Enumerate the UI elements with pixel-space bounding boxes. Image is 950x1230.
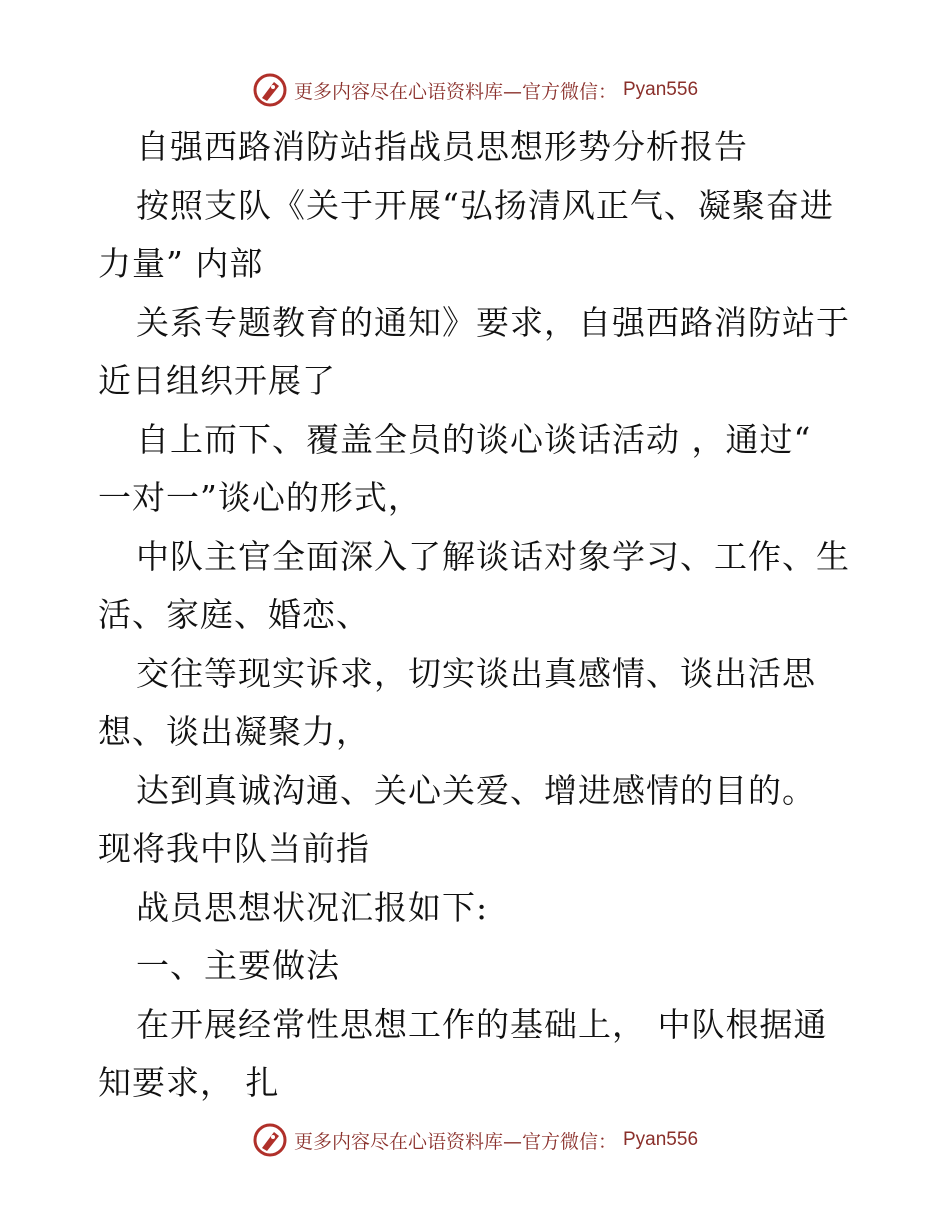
document-paragraph — [98, 586, 858, 645]
document-paragraph — [98, 294, 858, 353]
document-line: 想、谈出凝聚力， — [98, 712, 370, 751]
document-paragraph — [98, 411, 858, 470]
document-line: 中队主官全面深入了解谈话对象学习、工作、生 — [136, 536, 850, 576]
document-paragraph — [98, 645, 858, 704]
document-line: 自强西路消防站指战员思想形势分析报告 — [136, 127, 748, 166]
document-paragraph — [98, 235, 858, 294]
document-paragraph — [98, 352, 858, 411]
document-line: 一对一”谈心的形式， — [98, 478, 422, 517]
document-line: 近日组织开展了 — [98, 361, 336, 400]
document-line: 知要求， 扎 — [98, 1063, 280, 1102]
document-paragraph — [98, 937, 858, 996]
document-line: 活、家庭、婚恋、 — [98, 595, 370, 634]
footer-banner-text: 更多内容尽在心语资料库—官方微信： — [293, 1130, 617, 1153]
document-line: 按照支队《关于开展“弘扬清风正气、凝聚奋进 — [136, 185, 834, 225]
pen-nib-logo-icon — [252, 1122, 288, 1158]
document-line: 一、主要做法 — [136, 946, 340, 985]
footer-wechat-id: Pyan556 — [623, 1129, 699, 1150]
header-banner — [0, 70, 950, 110]
document-paragraph — [98, 762, 858, 821]
document-line: 自上而下、覆盖全员的谈心谈话活动 ，通过“ — [136, 419, 812, 459]
document-paragraph — [98, 177, 858, 236]
pen-nib-logo-icon — [252, 72, 288, 108]
document-paragraph — [98, 996, 858, 1055]
document-paragraph — [98, 528, 858, 587]
document-paragraph — [98, 118, 858, 177]
document-lines — [98, 118, 858, 1113]
document-paragraph — [98, 469, 858, 528]
document-line: 现将我中队当前指 — [98, 829, 370, 868]
document-line: 战员思想状况汇报如下: — [136, 887, 489, 927]
document-paragraph — [98, 703, 858, 762]
header-wechat-id: Pyan556 — [623, 79, 699, 100]
document-paragraph — [98, 1054, 858, 1113]
document-body — [98, 118, 858, 1113]
document-line: 交往等现实诉求，切实谈出真感情、谈出活思 — [136, 653, 816, 693]
document-line: 在开展经常性思想工作的基础上， 中队根据通 — [136, 1004, 828, 1044]
header-banner-text: 更多内容尽在心语资料库—官方微信： — [293, 80, 617, 103]
document-paragraph — [98, 820, 858, 879]
document-line: 力量” 内部 — [98, 244, 264, 283]
document-line: 达到真诚沟通、关心关爱、增进感情的目的。 — [136, 770, 816, 810]
footer-banner — [0, 1120, 950, 1160]
document-paragraph — [98, 879, 858, 938]
document-line: 关系专题教育的通知》要求，自强西路消防站于 — [136, 302, 850, 342]
